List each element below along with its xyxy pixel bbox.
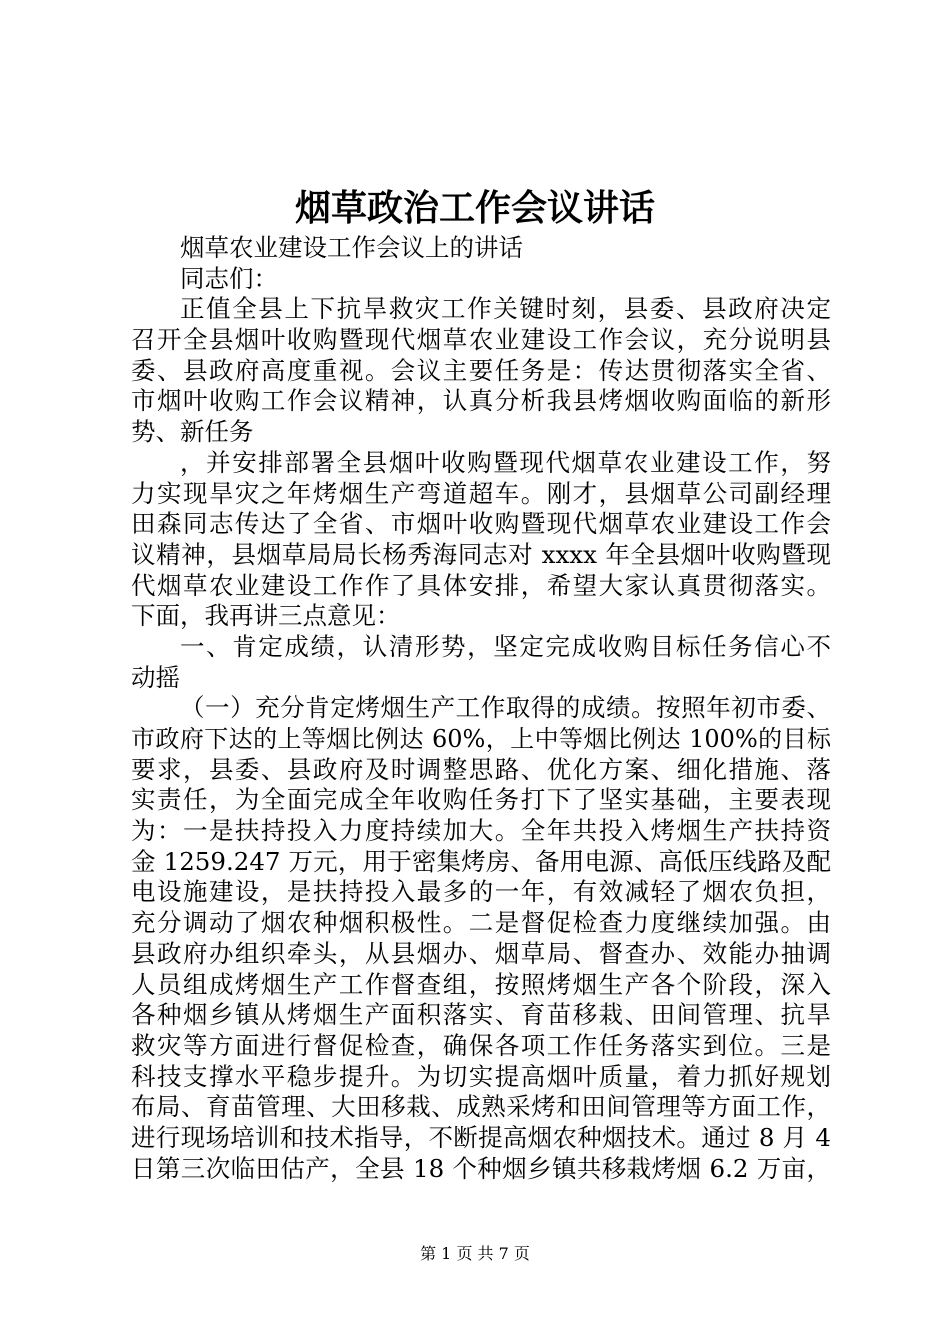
text-line: ，并安排部署全县烟叶收购暨现代烟草农业建设工作，努 [180, 447, 831, 477]
document-title: 烟草政治工作会议讲话 [294, 187, 655, 229]
text-line: 委、县政府高度重视。会议主要任务是：传达贯彻落实全省、 [131, 355, 831, 385]
text-line: 科技支撑水平稳步提升。为切实提高烟叶质量，着力抓好规划 [131, 1061, 831, 1091]
text-line: 实责任，为全面完成全年收购任务打下了坚实基础，主要表现 [131, 785, 831, 815]
text-line: 为：一是扶持投入力度持续加大。全年共投入烤烟生产扶持资 [131, 816, 831, 846]
text-line: 召开全县烟叶收购暨现代烟草农业建设工作会议，充分说明县 [131, 325, 831, 355]
text-line: 同志们： [180, 263, 278, 293]
text-line: 金 1259.247 万元，用于密集烤房、备用电源、高低压线路及配 [131, 846, 831, 876]
text-line: 县政府办组织牵头，从县烟办、烟草局、督查办、效能办抽调 [131, 938, 831, 968]
text-line: 田森同志传达了全省、市烟叶收购暨现代烟草农业建设工作会 [131, 509, 831, 539]
text-line: 日第三次临田估产，全县 18 个种烟乡镇共移栽烤烟 6.2 万亩， [131, 1153, 831, 1183]
text-line: 正值全县上下抗旱救灾工作关键时刻，县委、县政府决定 [180, 294, 831, 324]
text-line: 充分调动了烟农种烟积极性。二是督促检查力度继续加强。由 [131, 908, 831, 938]
text-line: 议精神，县烟草局局长杨秀海同志对 xxxx 年全县烟叶收购暨现 [131, 539, 831, 569]
text-line: 力实现旱灾之年烤烟生产弯道超车。刚才，县烟草公司副经理 [131, 478, 831, 508]
text-line: 电设施建设，是扶持投入最多的一年，有效减轻了烟农负担， [131, 877, 831, 907]
text-line: 进行现场培训和技术指导，不断提高烟农种烟技术。通过 8 月 4 [131, 1122, 831, 1152]
text-line: 人员组成烤烟生产工作督查组，按照烤烟生产各个阶段，深入 [131, 969, 831, 999]
text-line: 代烟草农业建设工作作了具体安排，希望大家认真贯彻落实。 [131, 570, 831, 600]
text-line: 势、新任务 [131, 417, 254, 447]
text-line: 市政府下达的上等烟比例达 60%，上中等烟比例达 100%的目标 [131, 725, 831, 753]
page-footer: 第 1 页 共 7 页 [420, 1244, 530, 1263]
text-line: 一、肯定成绩，认清形势，坚定完成收购目标任务信心不 [180, 631, 831, 661]
text-line: （一）充分肯定烤烟生产工作取得的成绩。按照年初市委、 [180, 693, 831, 723]
text-line: 布局、育苗管理、大田移栽、成熟采烤和田间管理等方面工作， [131, 1092, 831, 1122]
text-line: 各种烟乡镇从烤烟生产面积落实、育苗移栽、田间管理、抗旱 [131, 1000, 831, 1030]
text-line: 市烟叶收购工作会议精神，认真分析我县烤烟收购面临的新形 [131, 386, 831, 416]
text-line: 要求，县委、县政府及时调整思路、优化方案、细化措施、落 [131, 754, 831, 784]
document-body [131, 233, 831, 1184]
text-line: 烟草农业建设工作会议上的讲话 [180, 233, 523, 262]
text-line: 动摇 [131, 662, 180, 692]
text-line: 下面，我再讲三点意见： [131, 601, 401, 631]
text-line: 救灾等方面进行督促检查，确保各项工作任务落实到位。三是 [131, 1030, 831, 1060]
